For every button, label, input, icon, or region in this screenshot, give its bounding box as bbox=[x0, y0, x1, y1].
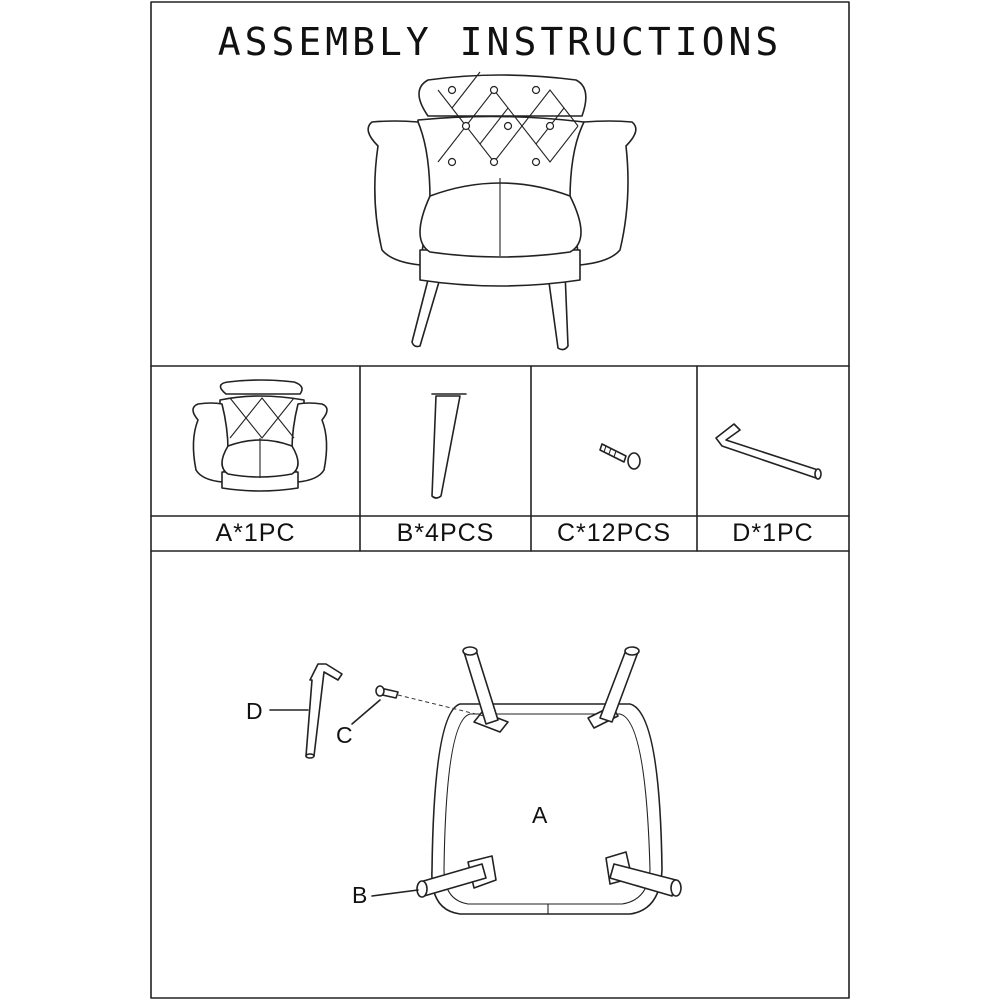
callout-b: B bbox=[352, 882, 368, 908]
callout-c: C bbox=[336, 722, 353, 748]
callout-d: D bbox=[246, 698, 263, 724]
chair-leg-icon bbox=[432, 394, 466, 498]
assembly-diagram bbox=[270, 647, 681, 914]
bolt-icon bbox=[600, 444, 640, 469]
part-b-label: B*4PCS bbox=[396, 519, 495, 547]
part-c-label: C*12PCS bbox=[557, 519, 671, 547]
armchair-hero-illustration bbox=[368, 72, 636, 350]
allen-key-icon bbox=[716, 424, 821, 479]
page-title: ASSEMBLY INSTRUCTIONS bbox=[217, 20, 783, 64]
callout-a: A bbox=[532, 802, 548, 828]
part-a-label: A*1PC bbox=[215, 519, 296, 547]
part-d-label: D*1PC bbox=[732, 519, 814, 547]
armchair-icon bbox=[193, 380, 327, 491]
